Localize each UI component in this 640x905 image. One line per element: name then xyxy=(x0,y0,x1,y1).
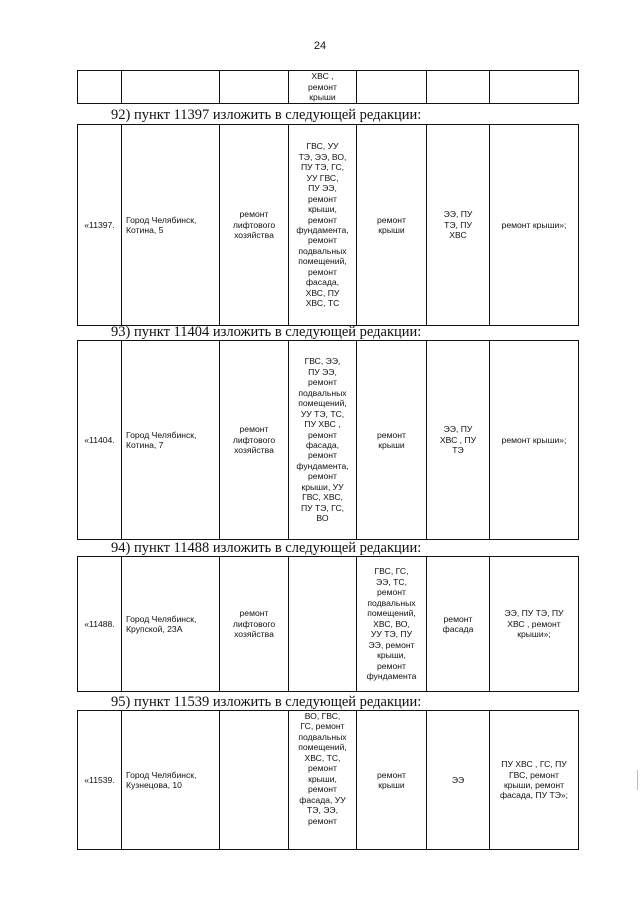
amendment-heading-93: 93) пункт 11404 изложить в следующей редакции: xyxy=(111,324,422,340)
table-row xyxy=(78,557,579,692)
table-row xyxy=(78,711,579,850)
register-table-11539 xyxy=(77,710,579,850)
address-cell: Город Челябинск, Котина, 7 xyxy=(122,341,220,540)
works-list-cell-4: ЭЭ, ПУ ТЭ, ПУ ХВС , ремонт крыши»; xyxy=(490,557,579,692)
works-list-cell-2: ГВС, ГС, ЭЭ, ТС, ремонт подвальных помещений, ХВС, ВО, УУ ТЭ, ПУ ЭЭ, ремонт крыши, ремонт фундамента xyxy=(357,557,427,692)
item-number-cell: «11404. xyxy=(78,341,122,540)
work-type-cell: ремонт лифтового хозяйства xyxy=(220,557,289,692)
item-number-cell: «11488. xyxy=(78,557,122,692)
item-number-cell: «11539. xyxy=(78,711,122,850)
works-list-cell-4 xyxy=(490,71,579,104)
amendment-heading-92: 92) пункт 11397 изложить в следующей редакции: xyxy=(111,107,422,123)
address-cell: Город Челябинск, Крупской, 23А xyxy=(122,557,220,692)
address-cell xyxy=(122,71,220,104)
works-list-cell-2 xyxy=(357,71,427,104)
register-table-continued xyxy=(77,70,579,104)
works-list-cell-4: ПУ ХВС , ГС, ПУ ГВС, ремонт крыши, ремонт фасада, ПУ ТЭ»; xyxy=(490,711,579,850)
work-type-cell: ремонт лифтового хозяйства xyxy=(220,341,289,540)
register-table-11404 xyxy=(77,340,579,540)
works-list-cell-4: ремонт крыши»; xyxy=(490,125,579,326)
table-row xyxy=(78,341,579,540)
works-list-cell-3: ЭЭ, ПУ ТЭ, ПУ ХВС xyxy=(427,125,490,326)
work-type-cell: ремонт лифтового хозяйства xyxy=(220,125,289,326)
work-type-cell xyxy=(220,71,289,104)
amendment-heading-94: 94) пункт 11488 изложить в следующей редакции: xyxy=(111,540,422,556)
works-list-cell-3: ремонт фасада xyxy=(427,557,490,692)
address-cell: Город Челябинск, Котина, 5 xyxy=(122,125,220,326)
amendment-heading-95: 95) пункт 11539 изложить в следующей редакции: xyxy=(111,694,422,710)
works-list-cell-3: ЭЭ, ПУ ХВС , ПУ ТЭ xyxy=(427,341,490,540)
item-number-cell xyxy=(78,71,122,104)
work-type-cell xyxy=(220,711,289,850)
works-list-cell-2: ремонт крыши xyxy=(357,711,427,850)
works-list-cell-2: ремонт крыши xyxy=(357,125,427,326)
page-number: 24 xyxy=(313,40,327,52)
register-table-11488 xyxy=(77,556,579,692)
works-list-cell-3: ЭЭ xyxy=(427,711,490,850)
works-list-cell-2: ремонт крыши xyxy=(357,341,427,540)
works-list-cell-3 xyxy=(427,71,490,104)
works-list-cell-4: ремонт крыши»; xyxy=(490,341,579,540)
register-table-11397 xyxy=(77,124,579,326)
table-row xyxy=(78,71,579,104)
address-cell: Город Челябинск, Кузнецова, 10 xyxy=(122,711,220,850)
item-number-cell: «11397. xyxy=(78,125,122,326)
works-list-cell: ХВС , ремонт крыши xyxy=(289,71,357,104)
scan-edge-mark xyxy=(637,770,638,790)
works-list-cell: ГВС, УУ ТЭ, ЭЭ, ВО, ПУ ТЭ, ГС, УУ ГВС, ПУ ЭЭ, ремонт крыши, ремонт фундамента, ремонт подвальных помещений, ремонт фасада, ХВС, ПУ ХВС, ТС xyxy=(289,125,357,326)
table-row xyxy=(78,125,579,326)
works-list-cell xyxy=(289,557,357,692)
works-list-cell: ВО, ГВС, ГС, ремонт подвальных помещений, ХВС, ТС, ремонт крыши, ремонт фасада, УУ ТЭ, ЭЭ, ремонт xyxy=(289,711,357,850)
works-list-cell: ГВС, ЭЭ, ПУ ЭЭ, ремонт подвальных помещений, УУ ТЭ, ТС, ПУ ХВС , ремонт фасада, ремонт фундамента, ремонт крыши, УУ ГВС, ХВС, ПУ ТЭ, ГС, ВО xyxy=(289,341,357,540)
